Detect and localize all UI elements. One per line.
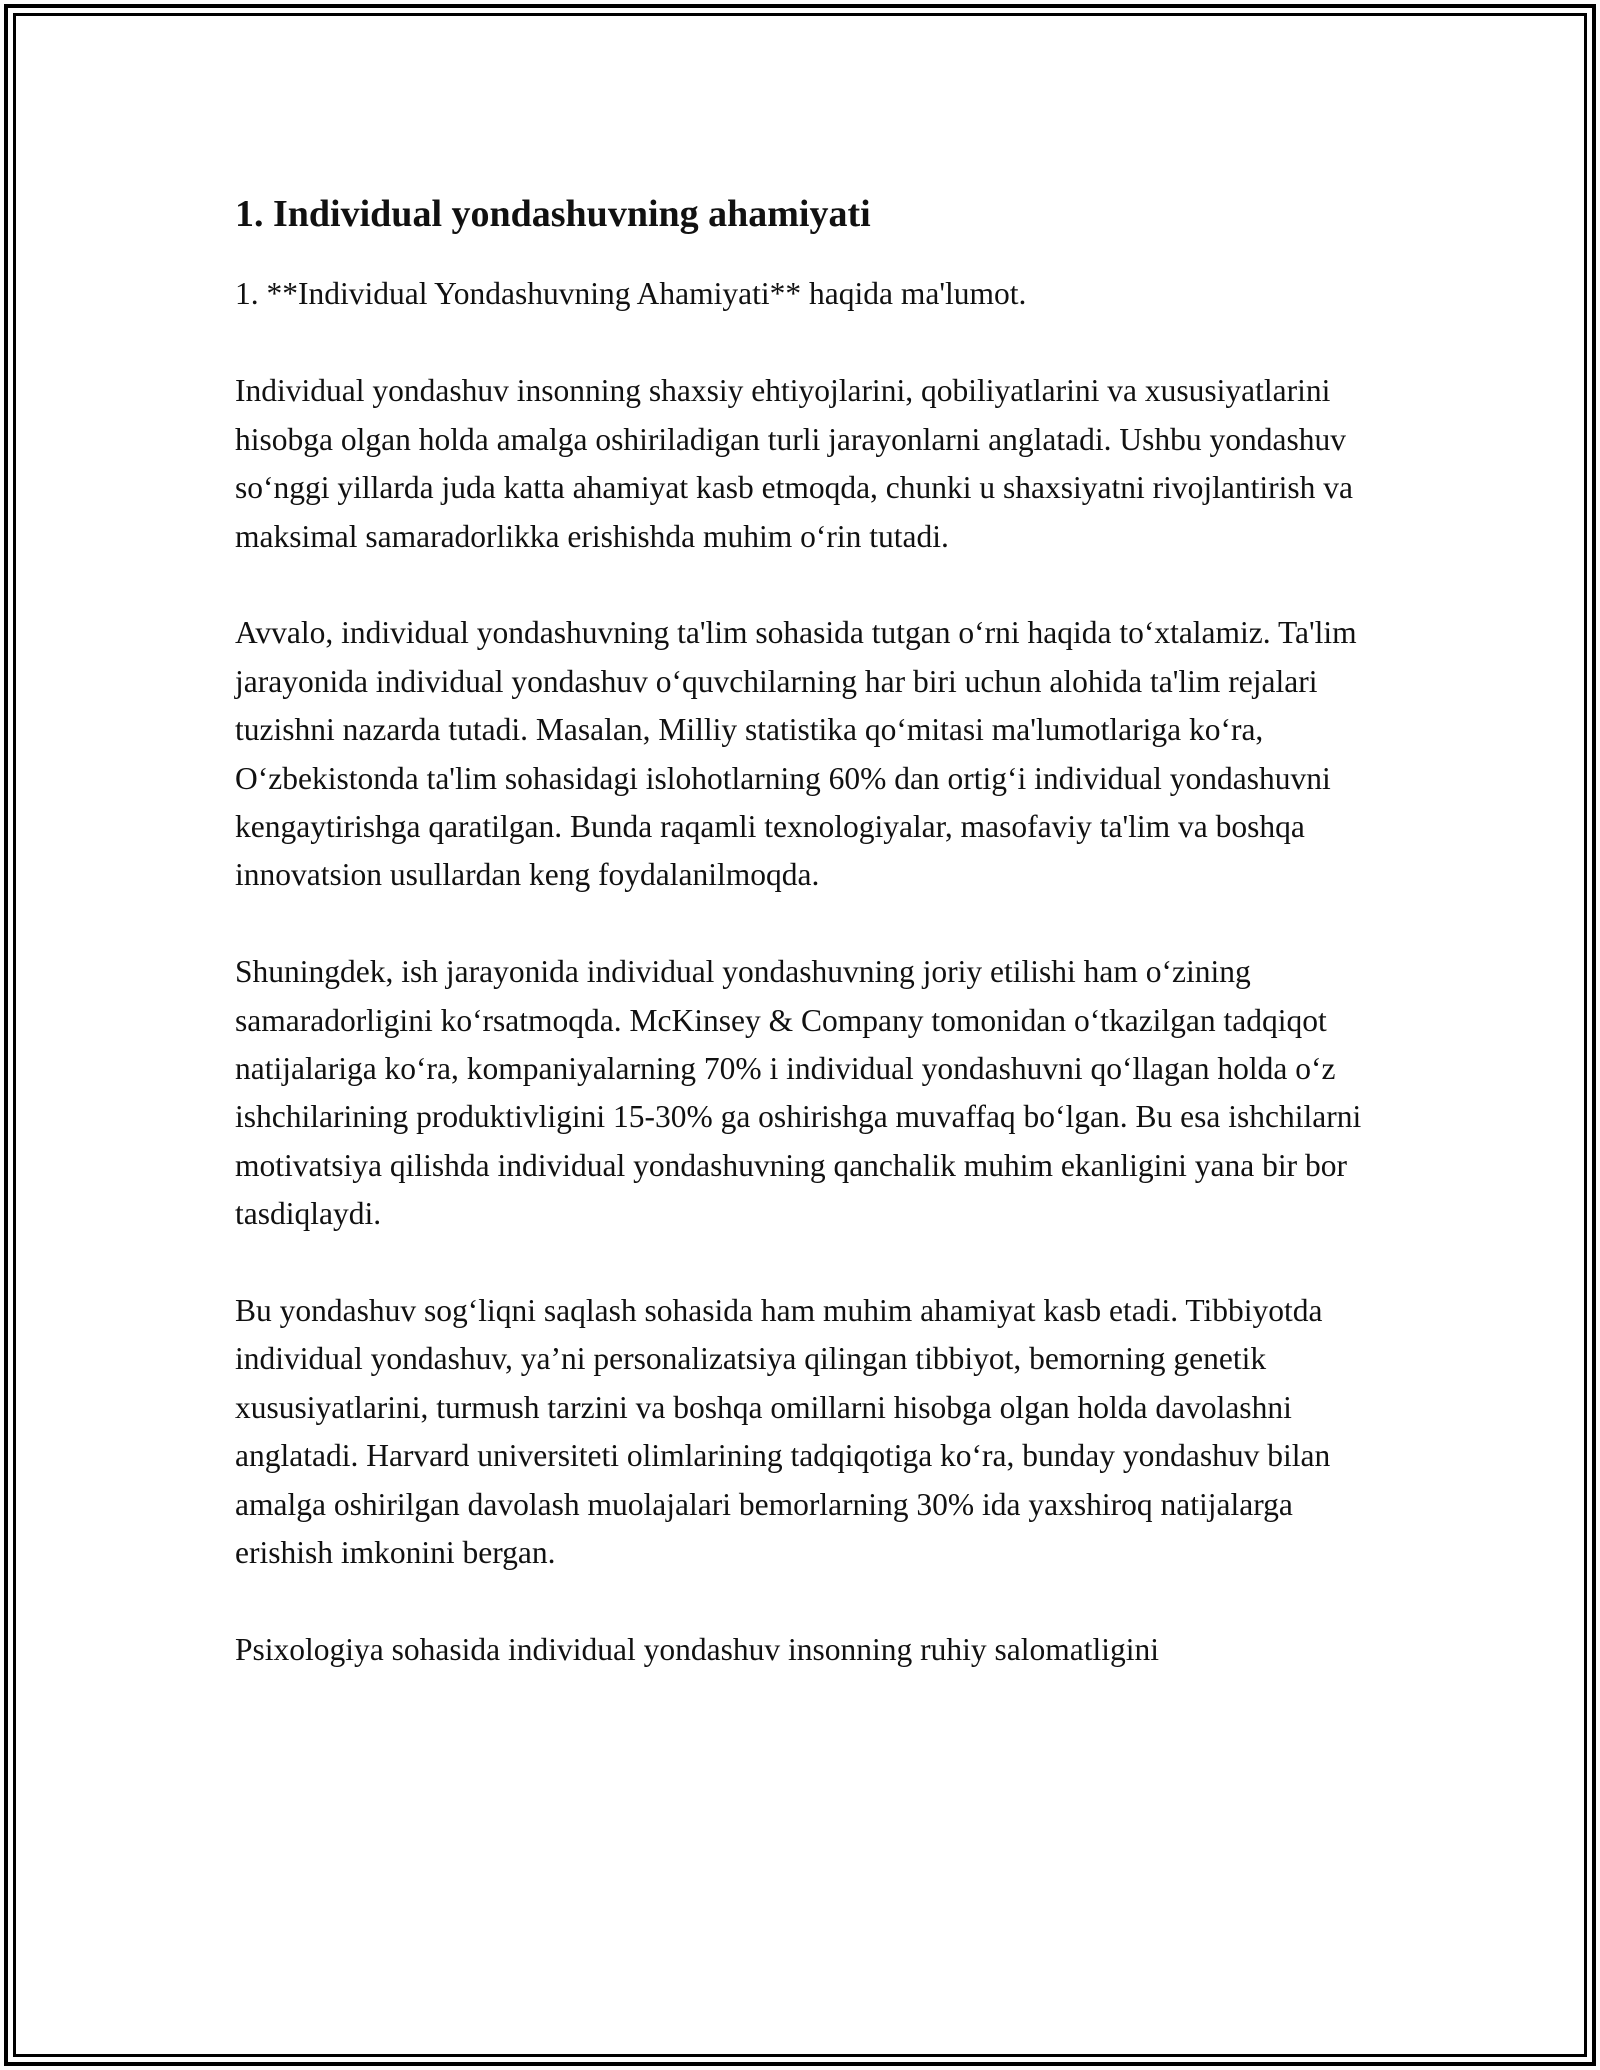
body-paragraph: Bu yondashuv sog‘liqni saqlash sohasida ham muhim ahamiyat kasb etadi. Tibbiyotda individual yondashuv, ya’ni personalizatsiya qilingan tibbiyot, bemorning genetik xususiyatlarini, turmush tarzini va boshqa omillarni hisobga olgan holda davolashni anglatadi. Harvard universiteti olimlarining tadqiqotiga ko‘ra, bunday yondashuv bilan amalga oshirilgan davolash muolajalari bemorlarning 30% ida yaxshiroq natijalarga erishish imkonini bergan.	[235, 1293, 1331, 1571]
body-paragraph: Shuningdek, ish jarayonida individual yondashuvning joriy etilishi ham o‘zining samaradorligini ko‘rsatmoqda. McKinsey & Company tomonidan o‘tkazilgan tadqiqot natijalariga ko‘ra, kompaniyalarning 70% i individual yondashuvni qo‘llagan holda o‘z ishchilarining produktivligini 15-30% ga oshirishga muvaffaq bo‘lgan. Bu esa ishchilarni motivatsiya qilishda individual yondashuvning qanchalik muhim ekanligini yana bir bor tasdiqlaydi.	[235, 954, 1362, 1232]
body-paragraph: Avvalo, individual yondashuvning ta'lim sohasida tutgan o‘rni haqida to‘xtalamiz. Ta'lim jarayonida individual yondashuv o‘quvchilarning har biri uchun alohida ta'lim rejalari tuzishni nazarda tutadi. Masalan, Milliy statistika qo‘mitasi ma'lumotlariga ko‘ra, O‘zbekistonda ta'lim sohasidagi islohotlarning 60% dan ortig‘i individual yondashuvni kengaytirishga qaratilgan. Bunda raqamli texnologiyalar, masofaviy ta'lim va boshqa innovatsion usullardan keng foydalanilmoqda.	[235, 615, 1357, 893]
document-title: 1. Individual yondashuvning ahamiyati	[235, 193, 871, 235]
intro-paragraph: 1. **Individual Yondashuvning Ahamiyati** haqida ma'lumot.	[235, 276, 1027, 311]
body-paragraph: Psixologiya sohasida individual yondashuv insonning ruhiy salomatligini	[235, 1631, 1159, 1667]
document-page	[235, 186, 1375, 1723]
body-paragraph: Individual yondashuv insonning shaxsiy ehtiyojlarini, qobiliyatlarini va xususiyatlarini hisobga olgan holda amalga oshiriladigan turli jarayonlarni anglatadi. Ushbu yondashuv so‘nggi yillarda juda katta ahamiyat kasb etmoqda, chunki u shaxsiyatni rivojlantirish va maksimal samaradorlikka erishishda muhim o‘rin tutadi.	[235, 373, 1353, 554]
